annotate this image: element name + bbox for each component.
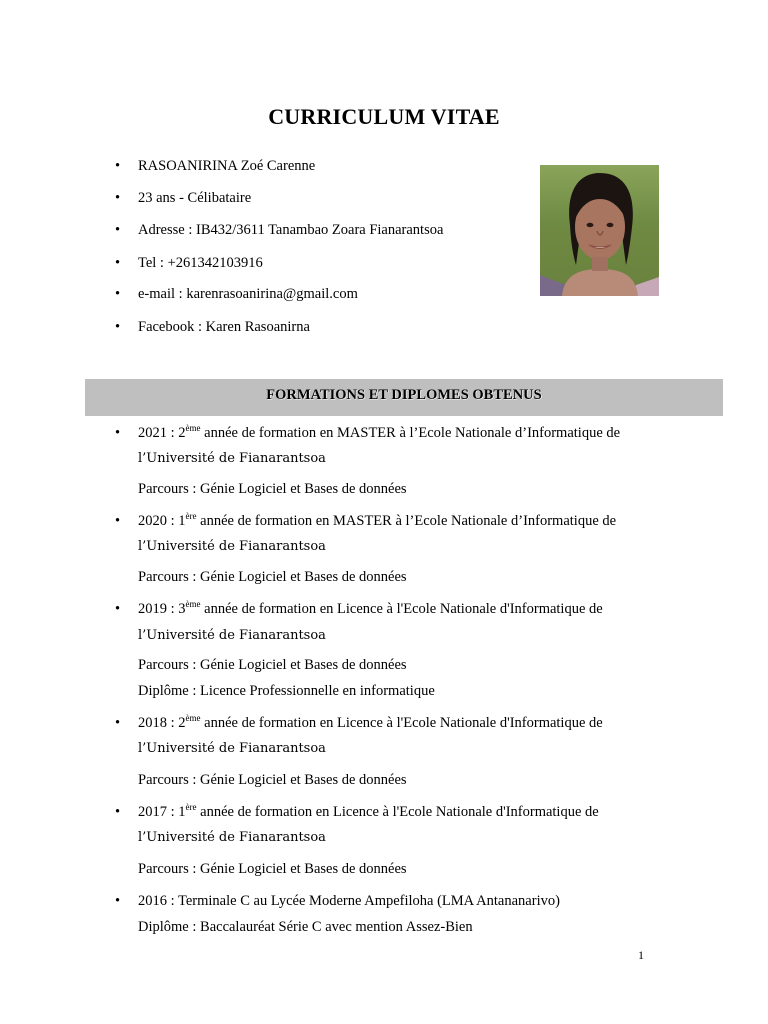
section-header-formations	[85, 379, 723, 416]
formation-parcours: Parcours : Génie Logiciel et Bases de données	[138, 772, 407, 788]
profile-photo	[540, 165, 659, 296]
formation-year: 2017 : 1	[138, 804, 186, 820]
facebook-text: Facebook : Karen Rasoanirna	[138, 319, 310, 335]
bullet: •	[115, 190, 121, 206]
formation-text: année de formation en Licence à l'Ecole Nationale d'Informatique de	[200, 601, 603, 617]
formation-line: 2016 : Terminale C au Lycée Moderne Ampefiloha (LMA Antananarivo)	[138, 893, 560, 909]
formation-parcours: Parcours : Génie Logiciel et Bases de données	[138, 657, 407, 673]
formation-university: l’Université de Fianarantsoa	[138, 741, 326, 756]
portrait-image	[540, 165, 659, 296]
formation-year: 2020 : 1	[138, 513, 186, 529]
formation-text: année de formation en Licence à l'Ecole Nationale d'Informatique de	[196, 804, 599, 820]
email-text: e-mail : karenrasoanirina@gmail.com	[138, 286, 358, 302]
bullet: •	[115, 319, 121, 335]
ordinal-suffix: ère	[185, 802, 197, 812]
ordinal-suffix: ère	[185, 511, 197, 521]
bullet: •	[115, 222, 121, 238]
ordinal-suffix: ème	[185, 713, 201, 723]
formation-line	[138, 512, 616, 530]
bullet: •	[115, 715, 121, 731]
bullet: •	[115, 425, 121, 441]
phone-text: Tel : +261342103916	[138, 255, 263, 271]
ordinal-suffix: ème	[185, 599, 201, 609]
formation-line	[138, 424, 620, 442]
formation-parcours: Parcours : Génie Logiciel et Bases de données	[138, 481, 407, 497]
formation-university: l’Université de Fianarantsoa	[138, 539, 326, 554]
section-title: FORMATIONS ET DIPLOMES OBTENUS	[266, 387, 542, 403]
bullet: •	[115, 255, 121, 271]
bullet: •	[115, 893, 121, 909]
formation-text: année de formation en MASTER à l’Ecole Nationale d’Informatique de	[196, 513, 617, 529]
formation-parcours: Parcours : Génie Logiciel et Bases de données	[138, 569, 407, 585]
formation-diplome: Diplôme : Licence Professionnelle en informatique	[138, 683, 435, 699]
formation-year: 2021 : 2	[138, 425, 186, 441]
formation-line	[138, 803, 599, 821]
formation-year: 2019 : 3	[138, 601, 186, 617]
bullet: •	[115, 601, 121, 617]
address-text: Adresse : IB432/3611 Tanambao Zoara Fianarantsoa	[138, 222, 444, 238]
formation-university: l’Université de Fianarantsoa	[138, 830, 326, 845]
formation-university: l’Université de Fianarantsoa	[138, 451, 326, 466]
age-status-text: 23 ans - Célibataire	[138, 190, 252, 206]
formation-text: année de formation en MASTER à l’Ecole Nationale d’Informatique de	[200, 425, 621, 441]
bullet: •	[115, 513, 121, 529]
formation-year: 2018 : 2	[138, 715, 186, 731]
formation-university: l’Université de Fianarantsoa	[138, 628, 326, 643]
bullet: •	[115, 158, 121, 174]
bullet: •	[115, 804, 121, 820]
formation-diplome: Diplôme : Baccalauréat Série C avec mention Assez-Bien	[138, 919, 473, 935]
ordinal-suffix: ème	[185, 423, 201, 433]
page-title: CURRICULUM VITAE	[268, 104, 500, 129]
formation-text: année de formation en Licence à l'Ecole Nationale d'Informatique de	[200, 715, 603, 731]
bullet: •	[115, 286, 121, 302]
formation-line	[138, 600, 603, 618]
name-text: RASOANIRINA Zoé Carenne	[138, 158, 316, 174]
formation-parcours: Parcours : Génie Logiciel et Bases de données	[138, 861, 407, 877]
formation-line	[138, 714, 603, 732]
page-number: 1	[638, 948, 644, 962]
